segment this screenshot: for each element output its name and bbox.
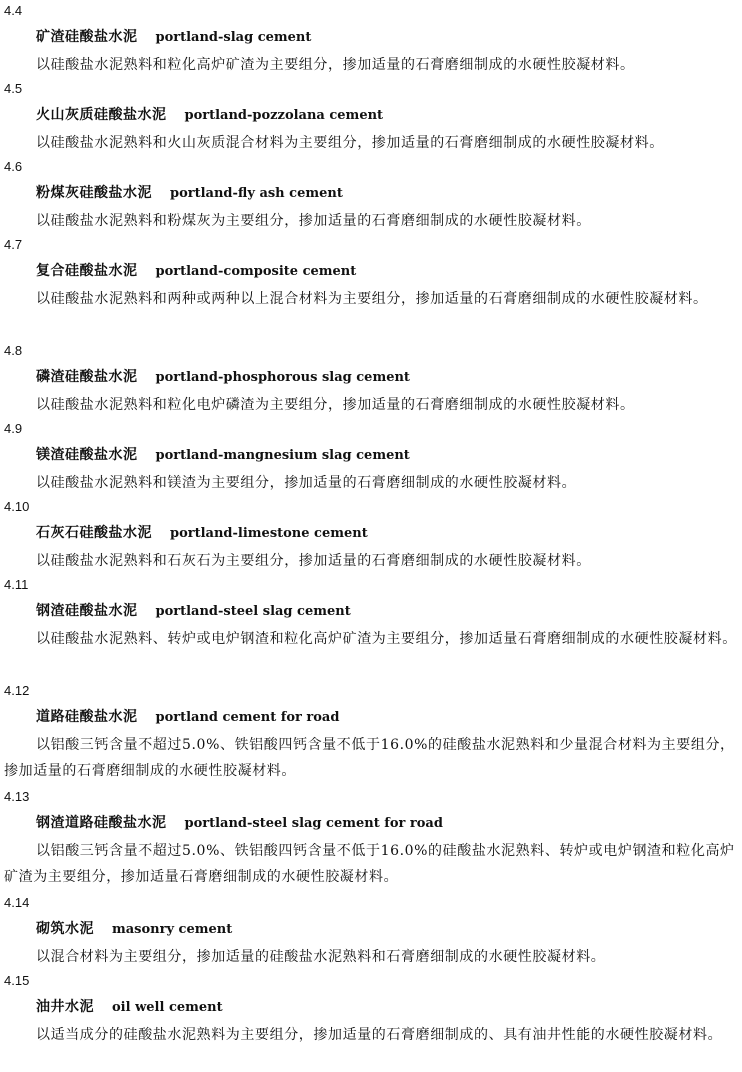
term-heading xyxy=(36,919,232,940)
term-english: portland cement for road xyxy=(155,710,340,725)
term-chinese: 粉煤灰硅酸盐水泥 xyxy=(36,185,152,201)
term-english: oil well cement xyxy=(112,1000,223,1015)
term-heading xyxy=(36,997,223,1018)
term-heading xyxy=(36,601,351,622)
term-english: portland-slag cement xyxy=(155,30,312,45)
term-definition: 以硅酸盐水泥熟料和粒化电炉磷渣为主要组分，掺加适量的石膏磨细制成的水硬性胶凝材料。 xyxy=(36,397,635,413)
term-english: portland-mangnesium slag cement xyxy=(155,448,410,463)
term-definition: 以硅酸盐水泥熟料和两种或两种以上混合材料为主要组分，掺加适量的石膏磨细制成的水硬性胶凝材料。 xyxy=(36,291,708,307)
clause-number: 4.9 xyxy=(4,421,23,436)
term-heading xyxy=(36,707,339,728)
term-english: portland-steel slag cement xyxy=(155,604,351,619)
term-english: portland-limestone cement xyxy=(170,526,368,541)
term-definition: 以适当成分的硅酸盐水泥熟料为主要组分，掺加适量的石膏磨细制成的、具有油井性能的水硬性胶凝材料。 xyxy=(36,1027,723,1043)
term-chinese: 火山灰质硅酸盐水泥 xyxy=(36,107,167,123)
clause-number: 4.14 xyxy=(4,895,30,910)
term-english: portland-fly ash cement xyxy=(170,186,343,201)
term-definition: 以混合材料为主要组分，掺加适量的硅酸盐水泥熟料和石膏磨细制成的水硬性胶凝材料。 xyxy=(36,949,606,965)
term-english: portland-composite cement xyxy=(155,264,357,279)
term-chinese: 磷渣硅酸盐水泥 xyxy=(36,369,138,385)
term-chinese: 钢渣道路硅酸盐水泥 xyxy=(36,815,167,831)
clause-number: 4.15 xyxy=(4,973,30,988)
term-chinese: 油井水泥 xyxy=(36,999,94,1015)
clause-number: 4.4 xyxy=(4,3,23,18)
term-english: masonry cement xyxy=(112,922,233,937)
term-chinese: 钢渣硅酸盐水泥 xyxy=(36,603,138,619)
term-heading xyxy=(36,183,343,204)
clause-number: 4.8 xyxy=(4,343,23,358)
term-english: portland-steel slag cement for road xyxy=(184,816,443,831)
term-chinese: 石灰石硅酸盐水泥 xyxy=(36,525,152,541)
term-chinese: 复合硅酸盐水泥 xyxy=(36,263,138,279)
term-definition: 以硅酸盐水泥熟料、转炉或电炉钢渣和粒化高炉矿渣为主要组分，掺加适量石膏磨细制成的水硬性胶凝材料。 xyxy=(36,631,737,647)
clause-number: 4.6 xyxy=(4,159,23,174)
clause-number: 4.13 xyxy=(4,789,30,804)
term-heading xyxy=(36,523,368,544)
term-heading xyxy=(36,27,311,48)
term-definition: 以铝酸三钙含量不超过5.0%、铁铝酸四钙含量不低于16.0%的硅酸盐水泥熟料、转炉或电炉钢渣和粒化高炉矿渣为主要组分，掺加适量石膏磨细制成的水硬性胶凝材料。 xyxy=(4,843,735,885)
term-chinese: 道路硅酸盐水泥 xyxy=(36,709,138,725)
term-heading xyxy=(36,367,410,388)
clause-number: 4.5 xyxy=(4,81,23,96)
term-heading xyxy=(36,813,443,834)
term-definition: 以硅酸盐水泥熟料和石灰石为主要组分，掺加适量的石膏磨细制成的水硬性胶凝材料。 xyxy=(36,553,591,569)
clause-number: 4.10 xyxy=(4,499,30,514)
term-definition: 以硅酸盐水泥熟料和粒化高炉矿渣为主要组分，掺加适量的石膏磨细制成的水硬性胶凝材料。 xyxy=(36,57,635,73)
term-heading xyxy=(36,445,410,466)
term-heading xyxy=(36,261,356,282)
clause-number: 4.7 xyxy=(4,237,23,252)
term-definition: 以硅酸盐水泥熟料和粉煤灰为主要组分，掺加适量的石膏磨细制成的水硬性胶凝材料。 xyxy=(36,213,591,229)
term-definition: 以硅酸盐水泥熟料和镁渣为主要组分，掺加适量的石膏磨细制成的水硬性胶凝材料。 xyxy=(36,475,577,491)
clause-number: 4.11 xyxy=(4,577,29,592)
term-heading xyxy=(36,105,383,126)
term-definition: 以硅酸盐水泥熟料和火山灰质混合材料为主要组分，掺加适量的石膏磨细制成的水硬性胶凝材料。 xyxy=(36,135,664,151)
term-chinese: 砌筑水泥 xyxy=(36,921,94,937)
term-chinese: 矿渣硅酸盐水泥 xyxy=(36,29,138,45)
term-english: portland-phosphorous slag cement xyxy=(155,370,410,385)
term-english: portland-pozzolana cement xyxy=(184,108,384,123)
term-chinese: 镁渣硅酸盐水泥 xyxy=(36,447,138,463)
term-definition: 以铝酸三钙含量不超过5.0%、铁铝酸四钙含量不低于16.0%的硅酸盐水泥熟料和少量混合材料为主要组分，掺加适量的石膏磨细制成的水硬性胶凝材料。 xyxy=(4,737,735,779)
clause-number: 4.12 xyxy=(4,683,30,698)
